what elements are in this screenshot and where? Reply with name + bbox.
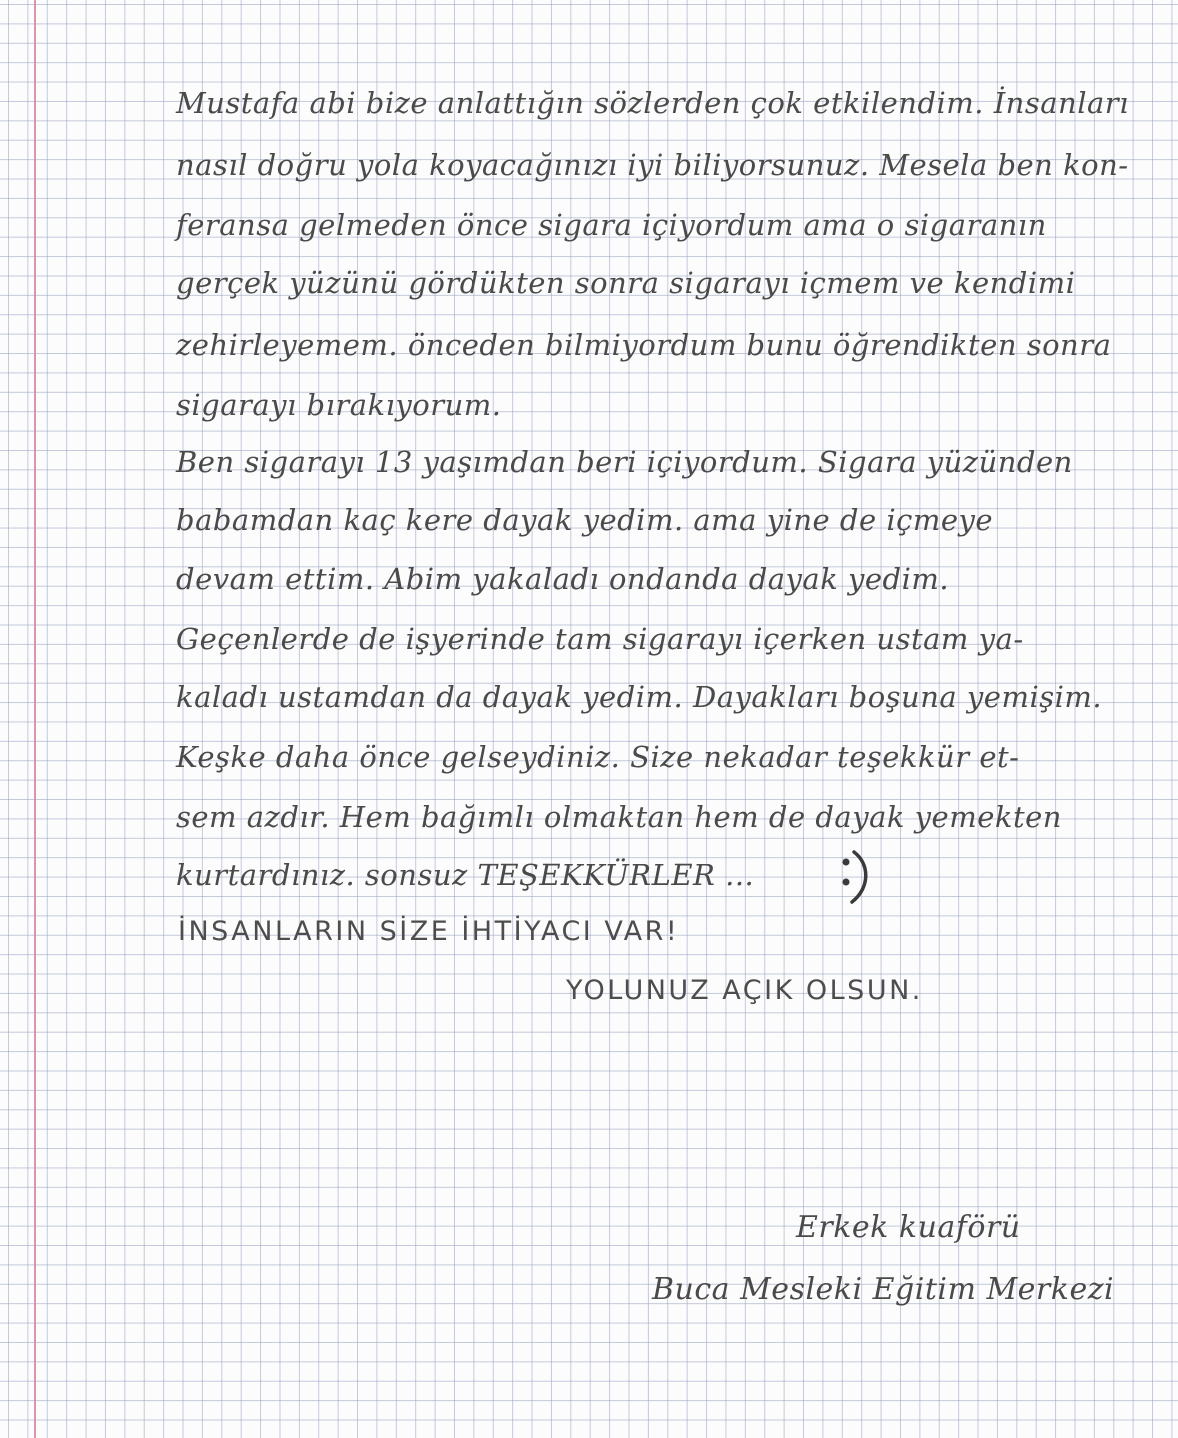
letter-line-4: gerçek yüzünü gördükten sonra sigarayı içmem ve kendimi xyxy=(176,266,1076,300)
closing-line-1: İNSANLARIN SİZE İHTİYACI VAR! xyxy=(178,916,680,947)
letter-line-9: devam ettim. Abim yakaladı ondanda dayak yedim. xyxy=(176,562,950,596)
signature-line-1: Erkek kuaförü xyxy=(796,1210,1021,1245)
letter-line-13: sem azdır. Hem bağımlı olmaktan hem de dayak yemekten xyxy=(176,800,1062,834)
signature-line-2: Buca Mesleki Eğitim Merkezi xyxy=(652,1272,1115,1307)
letter-line-7: Ben sigarayı 13 yaşımdan beri içiyordum. Sigara yüzünden xyxy=(176,445,1073,479)
letter-line-12: Keşke daha önce gelseydiniz. Size nekadar teşekkür et- xyxy=(176,740,1020,774)
letter-line-14: kurtardınız. sonsuz TEŞEKKÜRLER ... xyxy=(176,858,755,892)
letter-line-5: zehirleyemem. önceden bilmiyordum bunu öğrendikten sonra xyxy=(176,328,1112,362)
closing-line-2: YOLUNUZ AÇIK OLSUN. xyxy=(566,975,923,1006)
letter-line-1: Mustafa abi bize anlattığın sözlerden çok etkilendim. İnsanları xyxy=(176,86,1129,120)
smiley-icon xyxy=(838,848,872,906)
page-margin-line xyxy=(34,0,36,1438)
letter-line-3: feransa gelmeden önce sigara içiyordum ama o sigaranın xyxy=(176,208,1047,242)
letter-line-8: babamdan kaç kere dayak yedim. ama yine de içmeye xyxy=(176,503,994,537)
letter-line-6: sigarayı bırakıyorum. xyxy=(176,388,502,422)
letter-line-11: kaladı ustamdan da dayak yedim. Dayakları boşuna yemişim. xyxy=(176,680,1103,714)
letter-line-2: nasıl doğru yola koyacağınızı iyi biliyorsunuz. Mesela ben kon- xyxy=(176,148,1129,182)
letter-line-10: Geçenlerde de işyerinde tam sigarayı içerken ustam ya- xyxy=(176,622,1024,656)
